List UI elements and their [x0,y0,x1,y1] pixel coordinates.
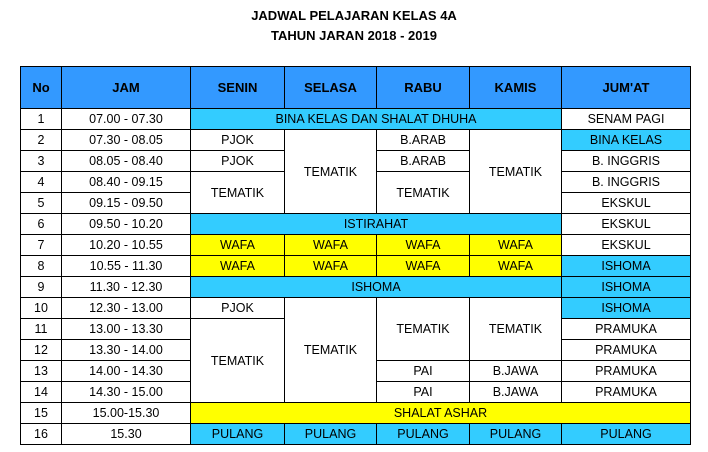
cell-jam: 10.20 - 10.55 [62,235,191,256]
cell-rabu: PULANG [377,424,470,445]
cell-kamis: PULANG [470,424,562,445]
cell-no: 12 [21,340,62,361]
cell-jam: 07.00 - 07.30 [62,109,191,130]
cell-jumat: EKSKUL [562,214,691,235]
cell-jam: 13.00 - 13.30 [62,319,191,340]
table-row [21,109,691,130]
header-senin: SENIN [191,67,285,109]
cell-selasa: WAFA [285,235,377,256]
cell-istirahat: ISTIRAHAT [191,214,562,235]
cell-jam: 09.50 - 10.20 [62,214,191,235]
cell-no: 10 [21,298,62,319]
header-row [21,67,691,109]
cell-kamis: B.JAWA [470,382,562,403]
header-jumat: JUM'AT [562,67,691,109]
cell-rabu: PAI [377,382,470,403]
cell-jumat: SENAM PAGI [562,109,691,130]
cell-rabu: WAFA [377,256,470,277]
cell-jumat: ISHOMA [562,256,691,277]
cell-jumat: B. INGGRIS [562,151,691,172]
cell-jumat: EKSKUL [562,193,691,214]
cell-no: 4 [21,172,62,193]
cell-jumat: PULANG [562,424,691,445]
cell-no: 9 [21,277,62,298]
cell-jam: 15.00-15.30 [62,403,191,424]
schedule-table [20,66,691,445]
cell-jumat: BINA KELAS [562,130,691,151]
cell-ishoma-span: ISHOMA [191,277,562,298]
cell-jumat: PRAMUKA [562,382,691,403]
header-kamis: KAMIS [470,67,562,109]
cell-no: 14 [21,382,62,403]
cell-senin: PJOK [191,151,285,172]
table-row [21,403,691,424]
cell-kamis: WAFA [470,256,562,277]
cell-jam: 08.05 - 08.40 [62,151,191,172]
cell-no: 13 [21,361,62,382]
cell-jumat: ISHOMA [562,298,691,319]
cell-no: 8 [21,256,62,277]
table-row [21,214,691,235]
cell-no: 16 [21,424,62,445]
cell-jumat: PRAMUKA [562,319,691,340]
cell-jam: 10.55 - 11.30 [62,256,191,277]
page-title: JADWAL PELAJARAN KELAS 4A [251,8,457,23]
cell-rabu: PAI [377,361,470,382]
cell-jam: 08.40 - 09.15 [62,172,191,193]
cell-senin: WAFA [191,256,285,277]
cell-no: 11 [21,319,62,340]
cell-rabu: B.ARAB [377,130,470,151]
cell-jumat: PRAMUKA [562,340,691,361]
cell-jam: 14.30 - 15.00 [62,382,191,403]
cell-selasa: TEMATIK [285,298,377,403]
cell-jumat: ISHOMA [562,277,691,298]
table-row [21,298,691,319]
cell-senin: TEMATIK [191,172,285,214]
cell-shalat-ashar: SHALAT ASHAR [191,403,691,424]
table-row [21,256,691,277]
cell-no: 7 [21,235,62,256]
cell-senin: PJOK [191,298,285,319]
cell-rabu: TEMATIK [377,172,470,214]
cell-senin: PJOK [191,130,285,151]
cell-senin: TEMATIK [191,319,285,403]
cell-selasa: PULANG [285,424,377,445]
cell-jam: 09.15 - 09.50 [62,193,191,214]
cell-no: 5 [21,193,62,214]
cell-jam: 07.30 - 08.05 [62,130,191,151]
cell-jam: 14.00 - 14.30 [62,361,191,382]
cell-bina-kelas-dhuha: BINA KELAS DAN SHALAT DHUHA [191,109,562,130]
cell-rabu: WAFA [377,235,470,256]
cell-no: 3 [21,151,62,172]
table-row [21,235,691,256]
cell-selasa: TEMATIK [285,130,377,214]
cell-senin: WAFA [191,235,285,256]
cell-jumat: B. INGGRIS [562,172,691,193]
cell-kamis: B.JAWA [470,361,562,382]
cell-jam: 13.30 - 14.00 [62,340,191,361]
cell-no: 6 [21,214,62,235]
cell-senin: PULANG [191,424,285,445]
cell-kamis: TEMATIK [470,298,562,361]
cell-kamis: TEMATIK [470,130,562,214]
cell-no: 2 [21,130,62,151]
cell-jumat: EKSKUL [562,235,691,256]
cell-jam: 12.30 - 13.00 [62,298,191,319]
header-selasa: SELASA [285,67,377,109]
table-row [21,424,691,445]
cell-rabu: B.ARAB [377,151,470,172]
cell-jumat: PRAMUKA [562,361,691,382]
cell-no: 1 [21,109,62,130]
cell-selasa: WAFA [285,256,377,277]
cell-no: 15 [21,403,62,424]
table-row [21,130,691,151]
cell-kamis: WAFA [470,235,562,256]
header-no: No [21,67,62,109]
table-row [21,277,691,298]
cell-jam: 15.30 [62,424,191,445]
header-jam: JAM [62,67,191,109]
header-rabu: RABU [377,67,470,109]
page-subtitle: TAHUN JARAN 2018 - 2019 [271,28,437,43]
cell-jam: 11.30 - 12.30 [62,277,191,298]
cell-rabu: TEMATIK [377,298,470,361]
